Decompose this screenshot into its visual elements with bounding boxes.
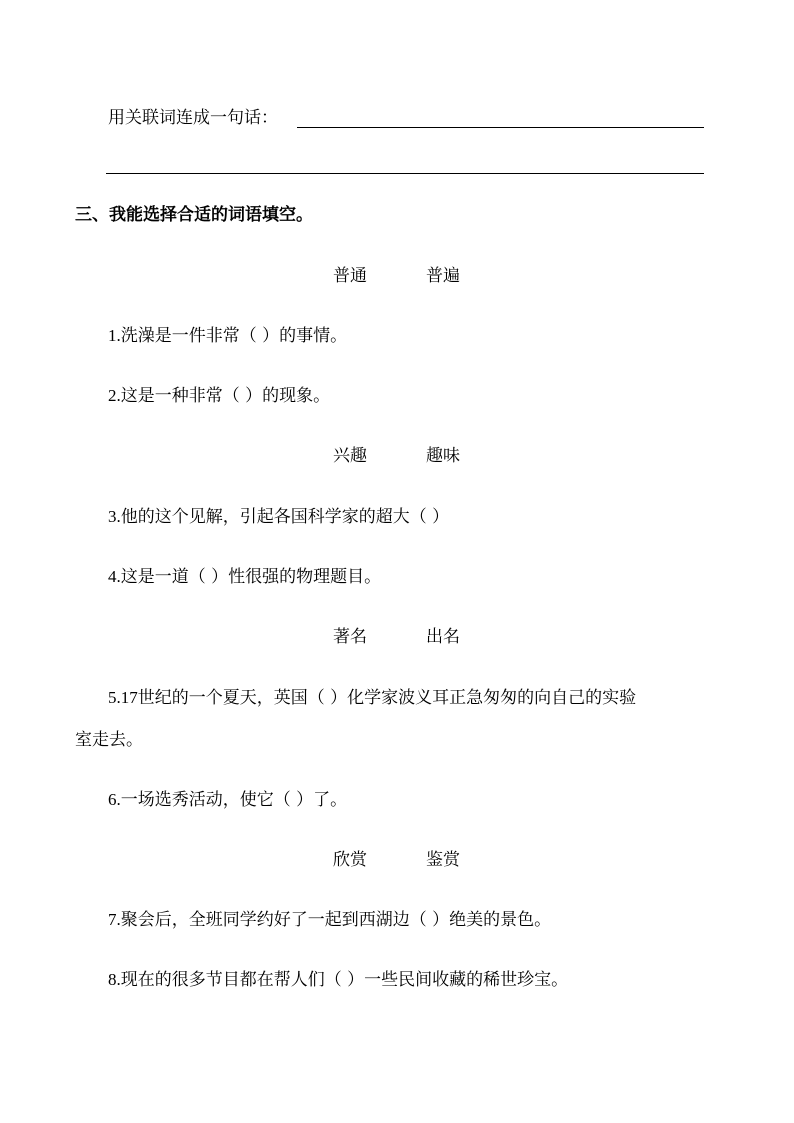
question-number: 2. [108,386,121,405]
question-text-continued: 室走去。 [75,730,143,750]
word-option: 欣赏 [333,850,367,870]
question-number: 6. [108,790,121,809]
question-text: 一场选秀活动，使它（ ）了。 [120,790,348,810]
word-option: 兴趣 [333,446,367,466]
word-option: 普遍 [426,266,460,286]
question-item-6 [108,788,347,812]
word-option: 普通 [333,266,367,286]
answer-line-1[interactable] [297,127,704,128]
question-text: 世纪的一个夏天，英国（ ）化学家波义耳正急匆匆的向自己的实验 [137,688,637,708]
question-number: 7. [108,910,121,929]
question-number: 4. [108,567,121,586]
question-year: 17 [120,688,138,707]
question-text: 这是一道（ ）性很强的物理题目。 [120,567,382,587]
word-option: 鉴赏 [426,850,460,870]
question-item-5-cont [75,728,143,752]
word-option: 出名 [426,627,460,647]
question-item-3 [108,505,449,529]
word-option: 趣味 [426,446,460,466]
connect-prompt-label: 用关联词连成一句话： [108,108,278,128]
question-text: 现在的很多节目都在帮人们（ ）一些民间收藏的稀世珍宝。 [120,970,569,990]
question-number: 5. [108,688,121,707]
word-option: 著名 [333,627,367,647]
question-item-2 [108,384,330,408]
section-heading: 三、我能选择合适的词语填空。 [75,205,313,225]
answer-line-2[interactable] [106,173,704,174]
question-number: 1. [108,326,121,345]
question-text: 洗澡是一件非常（ ）的事情。 [120,326,348,346]
question-text: 这是一种非常（ ）的现象。 [120,386,331,406]
question-item-4 [108,565,381,589]
question-item-7 [108,908,551,932]
question-number: 8. [108,970,121,989]
question-item-1 [108,324,347,348]
question-number: 3. [108,507,121,526]
question-item-8 [108,968,568,992]
connect-prompt [108,106,278,130]
question-text: 聚会后，全班同学约好了一起到西湖边（ ）绝美的景色。 [120,910,552,930]
question-item-5 [108,686,636,710]
question-text: 他的这个见解，引起各国科学家的超大（ ） [120,507,450,527]
